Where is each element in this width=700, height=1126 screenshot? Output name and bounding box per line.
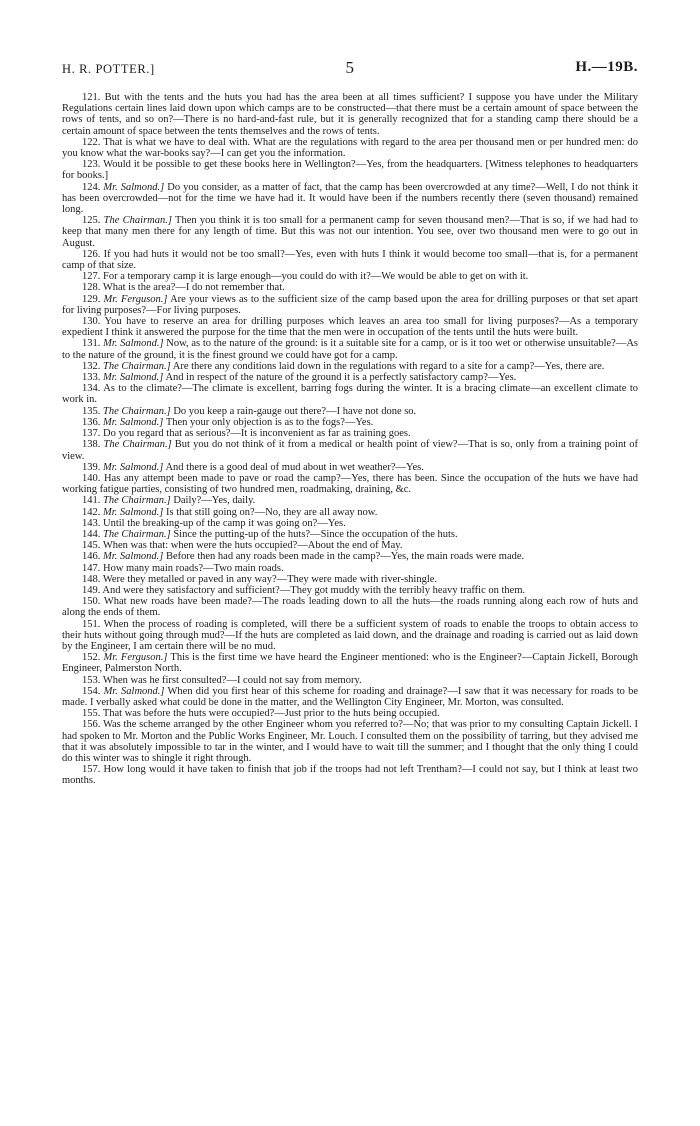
testimony-paragraph	[62, 159, 638, 181]
question-number: 133.	[82, 372, 101, 384]
paragraph-text: Then you think it is too small for a permanent camp for seven thousand men?—That is so, if we had had to keep that many men there for any length of time. But this was not our intention. You see, over two thousand men were to go out in August.	[62, 215, 638, 249]
witness-name: H. R. POTTER.]	[62, 62, 155, 76]
testimony-paragraph	[62, 361, 638, 372]
testimony-paragraph	[62, 551, 638, 562]
testimony-paragraph	[62, 652, 638, 674]
testimony-paragraph	[62, 563, 638, 574]
speaker-label: The Chairman.]	[103, 215, 172, 227]
testimony-paragraph	[62, 316, 638, 338]
question-number: 126.	[82, 248, 101, 260]
speaker-label: Mr. Ferguson.]	[103, 293, 168, 305]
paragraph-text: Do you keep a rain-gauge out there?—I have not done so.	[173, 405, 417, 417]
question-number: 152.	[82, 652, 101, 664]
speaker-label: Mr. Salmond.]	[103, 506, 164, 518]
question-number: 143.	[82, 517, 101, 529]
paragraph-text: Daily?—Yes, daily.	[173, 495, 256, 507]
paragraph-text: And there is a good deal of mud about in wet weather?—Yes.	[165, 461, 424, 473]
testimony-paragraph	[62, 417, 638, 428]
paragraph-text: This is the first time we have heard the Engineer mentioned: who is the Engineer?—Captain Jickell, Borough Engineer, Palmerston North.	[62, 652, 639, 675]
paragraph-text: Is that still going on?—No, they are all away now.	[166, 506, 378, 518]
speaker-label: Mr. Salmond.]	[103, 181, 165, 193]
testimony-paragraph	[62, 215, 638, 249]
testimony-paragraph	[62, 619, 638, 653]
question-number: 122.	[82, 136, 101, 148]
question-number: 136.	[82, 416, 101, 428]
question-number: 132.	[82, 360, 101, 372]
page-number: 5	[345, 58, 355, 77]
testimony-paragraph	[62, 137, 638, 159]
question-number: 155.	[82, 708, 101, 720]
paragraph-text: Before then had any roads been made in the camp?—Yes, the main roads were made.	[166, 551, 525, 563]
question-number: 156.	[82, 719, 101, 731]
question-number: 137.	[82, 428, 101, 440]
testimony-paragraph	[62, 406, 638, 417]
question-number: 134.	[82, 383, 101, 395]
paragraph-text: That is what we have to deal with. What are the regulations with regard to the area per thousand men or per hundred men: do you know what the war-books say?—I can get you the information.	[62, 136, 638, 160]
paragraph-text: That was before the huts were occupied?—Just prior to the huts being occupied.	[102, 708, 440, 720]
paragraph-text: Are your views as to the sufficient size of the camp based upon the area for drilling purposes or that set apart for living purposes?—For living purposes.	[62, 293, 639, 316]
paragraph-text: And were they satisfactory and sufficient?—They got muddy with the terribly heavy traffic on them.	[102, 584, 526, 596]
paragraph-text: As to the climate?—The climate is excellent, barring fogs during the winter. It is a bracing climate—an excellent climate to work in.	[62, 383, 638, 406]
question-number: 150.	[82, 596, 101, 608]
testimony-paragraph	[62, 428, 638, 439]
paragraph-text: Were they metalled or paved in any way?—They were made with river-shingle.	[102, 573, 438, 585]
question-number: 135.	[82, 405, 101, 417]
paragraph-text: Do you consider, as a matter of fact, that the camp has been overcrowded at any time?—Well, I do not think it has been overcrowded—not for the time we have had it. It would have been if the numbers recently there (seven thousand) remained long.	[62, 181, 639, 216]
testimony-paragraph	[62, 675, 638, 686]
question-number: 149.	[82, 584, 101, 596]
paragraph-text: How many main roads?—Two main roads.	[103, 562, 284, 574]
paragraph-text: Then your only objection is as to the fogs?—Yes.	[165, 416, 374, 428]
paragraph-text: If you had huts it would not be too small?—Yes, even with huts I think it would become too small—that is, for a permanent camp of that size.	[62, 248, 639, 272]
question-number: 146.	[82, 551, 101, 563]
question-number: 139.	[82, 461, 101, 473]
testimony-body	[62, 92, 638, 787]
paragraph-text: Has any attempt been made to pave or road the camp?—Yes, there has been. Since the occupation of the huts we have had working fatigue parties, consisting of two hundred men, roadmaking, draining, &c.	[62, 472, 639, 496]
testimony-paragraph	[62, 719, 638, 764]
question-number: 121.	[82, 92, 101, 103]
testimony-paragraph	[62, 282, 638, 293]
speaker-label: The Chairman.]	[103, 528, 171, 540]
question-number: 124.	[82, 181, 101, 193]
testimony-paragraph	[62, 271, 638, 282]
speaker-label: The Chairman.]	[103, 439, 172, 451]
testimony-paragraph	[62, 294, 638, 316]
paragraph-text: Do you regard that as serious?—It is inconvenient as far as training goes.	[103, 428, 411, 440]
page-header	[62, 60, 638, 82]
question-number: 123.	[82, 159, 101, 171]
testimony-paragraph	[62, 249, 638, 271]
testimony-paragraph	[62, 507, 638, 518]
question-number: 144.	[82, 528, 101, 540]
paragraph-text: When was he first consulted?—I could not say from memory.	[102, 674, 362, 686]
paragraph-text: For a temporary camp it is large enough—you could do with it?—We would be able to get on with it.	[103, 271, 529, 283]
question-number: 154.	[82, 685, 101, 697]
testimony-paragraph	[62, 462, 638, 473]
paragraph-text: When the process of roading is completed, will there be a sufficient system of roads to enable the troops to obtain access to their huts without going through mud?—If the huts are completed as laid down, and the drainage and roading is carried out as laid down by the Engineer, I am certain there will be no mud.	[62, 618, 638, 652]
speaker-label: Mr. Salmond.]	[103, 338, 164, 350]
question-number: 140.	[82, 472, 101, 484]
question-number: 153.	[82, 674, 101, 686]
paragraph-text: How long would it have taken to finish that job if the troops had not left Trentham?—I could not say, but I think at least two months.	[62, 764, 639, 787]
speaker-label: Mr. Salmond.]	[103, 461, 164, 473]
question-number: 151.	[82, 618, 101, 630]
paragraph-text: Are there any conditions laid down in the regulations with regard to a site for a camp?—Yes, there are.	[172, 360, 605, 372]
question-number: 129.	[82, 293, 101, 305]
testimony-paragraph	[62, 439, 638, 461]
testimony-paragraph	[62, 540, 638, 551]
speaker-label: The Chairman.]	[103, 495, 171, 507]
testimony-paragraph	[62, 383, 638, 405]
document-reference: H.—19B.	[575, 59, 638, 75]
testimony-paragraph	[62, 518, 638, 529]
testimony-paragraph	[62, 182, 638, 216]
question-number: 145.	[82, 540, 101, 552]
paragraph-text: And in respect of the nature of the ground it is a perfectly satisfactory camp?—Yes.	[165, 372, 517, 384]
paragraph-text: What new roads have been made?—The roads leading down to all the huts—the roads running along each row of huts and along the ends of them.	[62, 596, 638, 619]
testimony-paragraph	[62, 372, 638, 383]
paragraph-text: You have to reserve an area for drilling purposes which leaves an area too small for living purposes?—As a temporary expedient I think it answered the purpose for the time that the men were in occupation of the tents until the huts were built.	[62, 316, 638, 339]
question-number: 138.	[82, 439, 101, 451]
testimony-paragraph	[62, 574, 638, 585]
paragraph-text: Would it be possible to get these books here in Wellington?—Yes, from the headquarters. [Witness telephones to headquarters for books.]	[62, 159, 638, 182]
testimony-paragraph	[62, 529, 638, 540]
testimony-paragraph	[62, 473, 638, 495]
question-number: 130.	[82, 316, 101, 328]
paragraph-text: When was that: when were the huts occupied?—About the end of May.	[102, 540, 403, 552]
speaker-label: Mr. Salmond.]	[103, 372, 164, 384]
question-number: 127.	[82, 271, 101, 283]
speaker-label: Mr. Salmond.]	[103, 416, 164, 428]
paragraph-text: Now, as to the nature of the ground: is it a suitable site for a camp, or is it too wet or otherwise unsuitable?—As to the nature of the ground, it is the finest ground we could have got for a camp.	[62, 338, 639, 361]
paragraph-text: But with the tents and the huts you had has the area been at all times sufficient? I suppose you have under the Military Regulations certain lines laid down upon which camps are to be constructed—that there must be a certain amount of space between the rows of tents, and so on?—There is no hard-and-fast rule, but it is generally recognized that for a standing camp there should be a certain amount of space between the tents themselves and the rows of tents.	[62, 92, 638, 137]
testimony-paragraph	[62, 92, 638, 137]
question-number: 157.	[82, 764, 101, 776]
question-number: 125.	[82, 215, 101, 227]
question-number: 128.	[82, 282, 101, 294]
speaker-label: Mr. Ferguson.]	[103, 652, 168, 664]
testimony-paragraph	[62, 495, 638, 506]
paragraph-text: When did you first hear of this scheme for roading and drainage?—I saw that it was necessary for roads to be made. I verbally asked what could be done in the matter, and the Wellington City Engineer, Mr. Morton, was consulted.	[62, 685, 639, 708]
speaker-label: Mr. Salmond.]	[103, 551, 164, 563]
speaker-label: The Chairman.]	[103, 360, 171, 372]
paragraph-text: Since the putting-up of the huts?—Since the occupation of the huts.	[173, 528, 458, 540]
question-number: 147.	[82, 562, 101, 574]
testimony-paragraph	[62, 686, 638, 708]
paragraph-text: But you do not think of it from a medical or health point of view?—That is so, only from a training point of view.	[62, 439, 638, 462]
testimony-paragraph	[62, 764, 638, 786]
paragraph-text: Until the breaking-up of the camp it was going on?—Yes.	[103, 517, 346, 529]
question-number: 141.	[82, 495, 101, 507]
testimony-paragraph	[62, 338, 638, 360]
testimony-paragraph	[62, 708, 638, 719]
question-number: 131.	[82, 338, 101, 350]
question-number: 142.	[82, 506, 101, 518]
testimony-paragraph	[62, 585, 638, 596]
testimony-paragraph	[62, 596, 638, 618]
question-number: 148.	[82, 573, 101, 585]
speaker-label: Mr. Salmond.]	[103, 685, 165, 697]
paragraph-text: What is the area?—I do not remember that.	[102, 282, 285, 294]
speaker-label: The Chairman.]	[103, 405, 171, 417]
paragraph-text: Was the scheme arranged by the other Engineer whom you referred to?—No; that was prior to my consulting Captain Jickell. I had spoken to Mr. Morton and the Public Works Engineer, Mr. Louch. I consulted them on the possibility of tarring, but they advised me that it was absolutely impossible to tar in the winter, and I would have to wait till the summer; and I thought that the only thing I could do this winter was to shingle it right through.	[62, 719, 638, 764]
